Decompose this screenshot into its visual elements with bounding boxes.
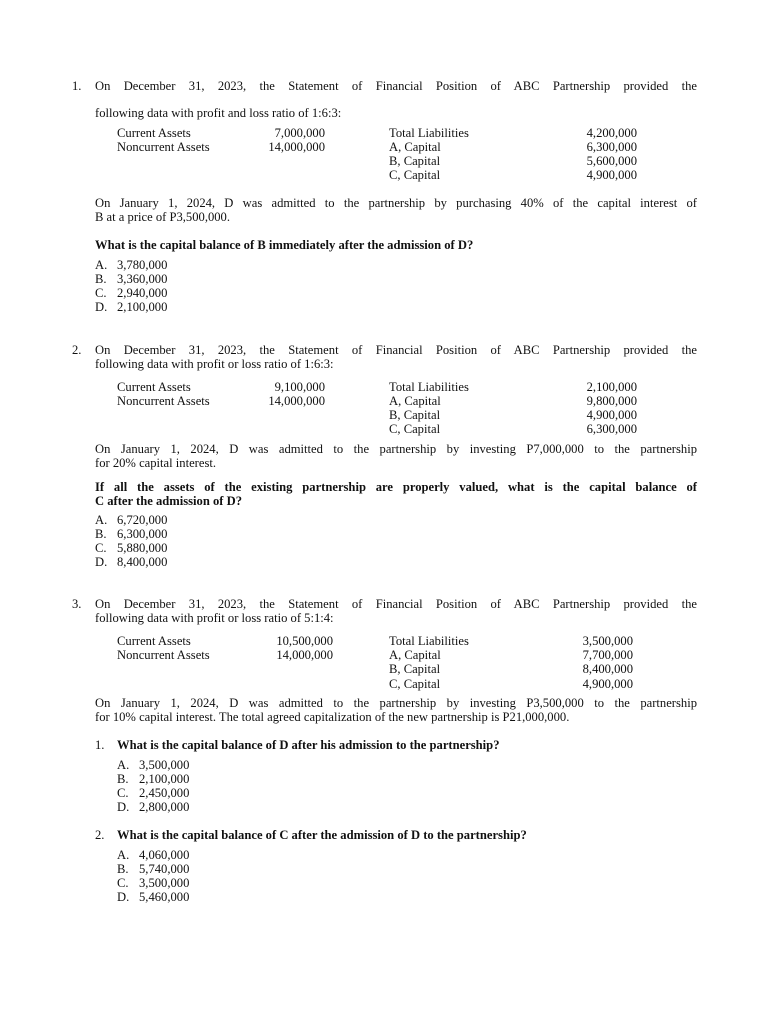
option-value: 3,360,000 [117,272,168,286]
scenario-line-2: for 20% capital interest. [95,456,216,470]
table-row [0,126,768,140]
table-cell: A, Capital [389,140,441,154]
option-value: 5,740,000 [139,862,190,876]
answer-options [95,258,167,314]
option-value: 3,500,000 [139,876,190,890]
scenario-line-2: B at a price of P3,500,000. [95,210,231,224]
option-letter: C. [95,541,107,555]
table-row [0,677,768,691]
table-cell: B, Capital [389,408,441,422]
scenario-line-1: On January 1, 2024, D was admitted to the partnership by investing P3,500,000 to the partnership [95,696,697,710]
table-cell: 4,900,000 [586,168,637,182]
scenario-line-2: for 10% capital interest. The total agreed capitalization of the new partnership is P21,000,000. [95,710,570,724]
option-letter: C. [95,286,107,300]
scenario-line-1: On January 1, 2024, D was admitted to the partnership by purchasing 40% of the capital interest of [95,196,697,210]
answer-options [95,513,167,569]
answer-option[interactable] [117,890,189,904]
table-cell: 6,300,000 [586,140,637,154]
answer-option[interactable] [117,862,189,876]
table-cell: Total Liabilities [389,634,469,648]
answer-option[interactable] [117,876,189,890]
subquestion-text: What is the capital balance of C after the admission of D to the partnership? [117,828,527,842]
table-row [0,140,768,154]
answer-option[interactable] [117,848,189,862]
answer-option[interactable] [95,272,167,286]
table-cell: C, Capital [389,168,441,182]
option-letter: D. [117,800,130,814]
subquestion-number: 1. [95,738,105,752]
table-cell: 7,000,000 [274,126,325,140]
option-value: 6,720,000 [117,513,168,527]
table-cell: 14,000,000 [268,394,325,408]
option-value: 2,100,000 [117,300,168,314]
option-letter: D. [95,300,108,314]
answer-option[interactable] [95,258,167,272]
subquestion-number: 2. [95,828,105,842]
question-number: 1. [72,79,82,93]
option-value: 6,300,000 [117,527,168,541]
answer-option[interactable] [95,555,167,569]
answer-option[interactable] [117,772,189,786]
table-cell: 9,100,000 [274,380,325,394]
table-cell: 6,300,000 [586,422,637,436]
table-cell: Noncurrent Assets [117,648,210,662]
table-row [0,168,768,182]
answer-option[interactable] [95,527,167,541]
intro-line-1: On December 31, 2023, the Statement of Financial Position of ABC Partnership provided the [95,597,697,611]
table-cell: C, Capital [389,677,441,691]
table-cell: Total Liabilities [389,380,469,394]
table-cell: 5,600,000 [586,154,637,168]
answer-option[interactable] [117,800,189,814]
answer-option[interactable] [95,286,167,300]
answer-option[interactable] [95,513,167,527]
table-cell: 4,200,000 [586,126,637,140]
answer-option[interactable] [117,758,189,772]
option-value: 2,800,000 [139,800,190,814]
intro-line-2: following data with profit or loss ratio of 1:6:3: [95,357,334,371]
table-cell: A, Capital [389,648,441,662]
answer-option[interactable] [117,786,189,800]
option-letter: A. [95,513,108,527]
table-cell: A, Capital [389,394,441,408]
answer-option[interactable] [95,300,167,314]
question-text-line-2: C after the admission of D? [95,494,243,508]
option-letter: A. [95,258,108,272]
option-letter: B. [95,527,107,541]
table-row [0,662,768,676]
option-value: 3,780,000 [117,258,168,272]
table-cell: 2,100,000 [586,380,637,394]
option-letter: B. [117,862,129,876]
table-cell: B, Capital [389,154,441,168]
table-row [0,380,768,394]
table-row [0,408,768,422]
table-cell: Current Assets [117,634,191,648]
option-value: 4,060,000 [139,848,190,862]
table-row [0,394,768,408]
question-text-line-1: If all the assets of the existing partnership are properly valued, what is the capital balance of [95,480,697,494]
table-row [0,422,768,436]
option-letter: A. [117,758,130,772]
intro-line-1: On December 31, 2023, the Statement of Financial Position of ABC Partnership provided the [95,79,697,93]
table-row [0,634,768,648]
option-letter: A. [117,848,130,862]
question-number: 3. [72,597,82,611]
option-letter: C. [117,876,129,890]
table-cell: 7,700,000 [582,648,633,662]
scenario-line-1: On January 1, 2024, D was admitted to the partnership by investing P7,000,000 to the partnership [95,442,697,456]
table-row [0,648,768,662]
table-cell: 4,900,000 [586,408,637,422]
table-cell: Current Assets [117,126,191,140]
option-value: 2,100,000 [139,772,190,786]
option-letter: D. [117,890,130,904]
table-cell: 8,400,000 [582,662,633,676]
answer-options [117,758,189,814]
table-cell: B, Capital [389,662,441,676]
table-cell: Total Liabilities [389,126,469,140]
option-value: 3,500,000 [139,758,190,772]
answer-options [117,848,189,904]
intro-line-1: On December 31, 2023, the Statement of Financial Position of ABC Partnership provided the [95,343,697,357]
table-cell: Noncurrent Assets [117,394,210,408]
option-value: 5,460,000 [139,890,190,904]
option-letter: D. [95,555,108,569]
option-value: 5,880,000 [117,541,168,555]
table-cell: Current Assets [117,380,191,394]
table-cell: 9,800,000 [586,394,637,408]
table-cell: Noncurrent Assets [117,140,210,154]
intro-line-2: following data with profit or loss ratio of 5:1:4: [95,611,334,625]
option-letter: B. [117,772,129,786]
question-text: What is the capital balance of B immediately after the admission of D? [95,238,474,252]
option-letter: C. [117,786,129,800]
table-cell: 14,000,000 [276,648,333,662]
table-cell: 4,900,000 [582,677,633,691]
table-cell: C, Capital [389,422,441,436]
option-value: 8,400,000 [117,555,168,569]
answer-option[interactable] [95,541,167,555]
intro-line-2: following data with profit and loss ratio of 1:6:3: [95,106,342,120]
table-cell: 10,500,000 [276,634,333,648]
option-value: 2,450,000 [139,786,190,800]
option-value: 2,940,000 [117,286,168,300]
table-cell: 14,000,000 [268,140,325,154]
table-row [0,154,768,168]
subquestion-text: What is the capital balance of D after his admission to the partnership? [117,738,500,752]
option-letter: B. [95,272,107,286]
table-cell: 3,500,000 [582,634,633,648]
question-number: 2. [72,343,82,357]
